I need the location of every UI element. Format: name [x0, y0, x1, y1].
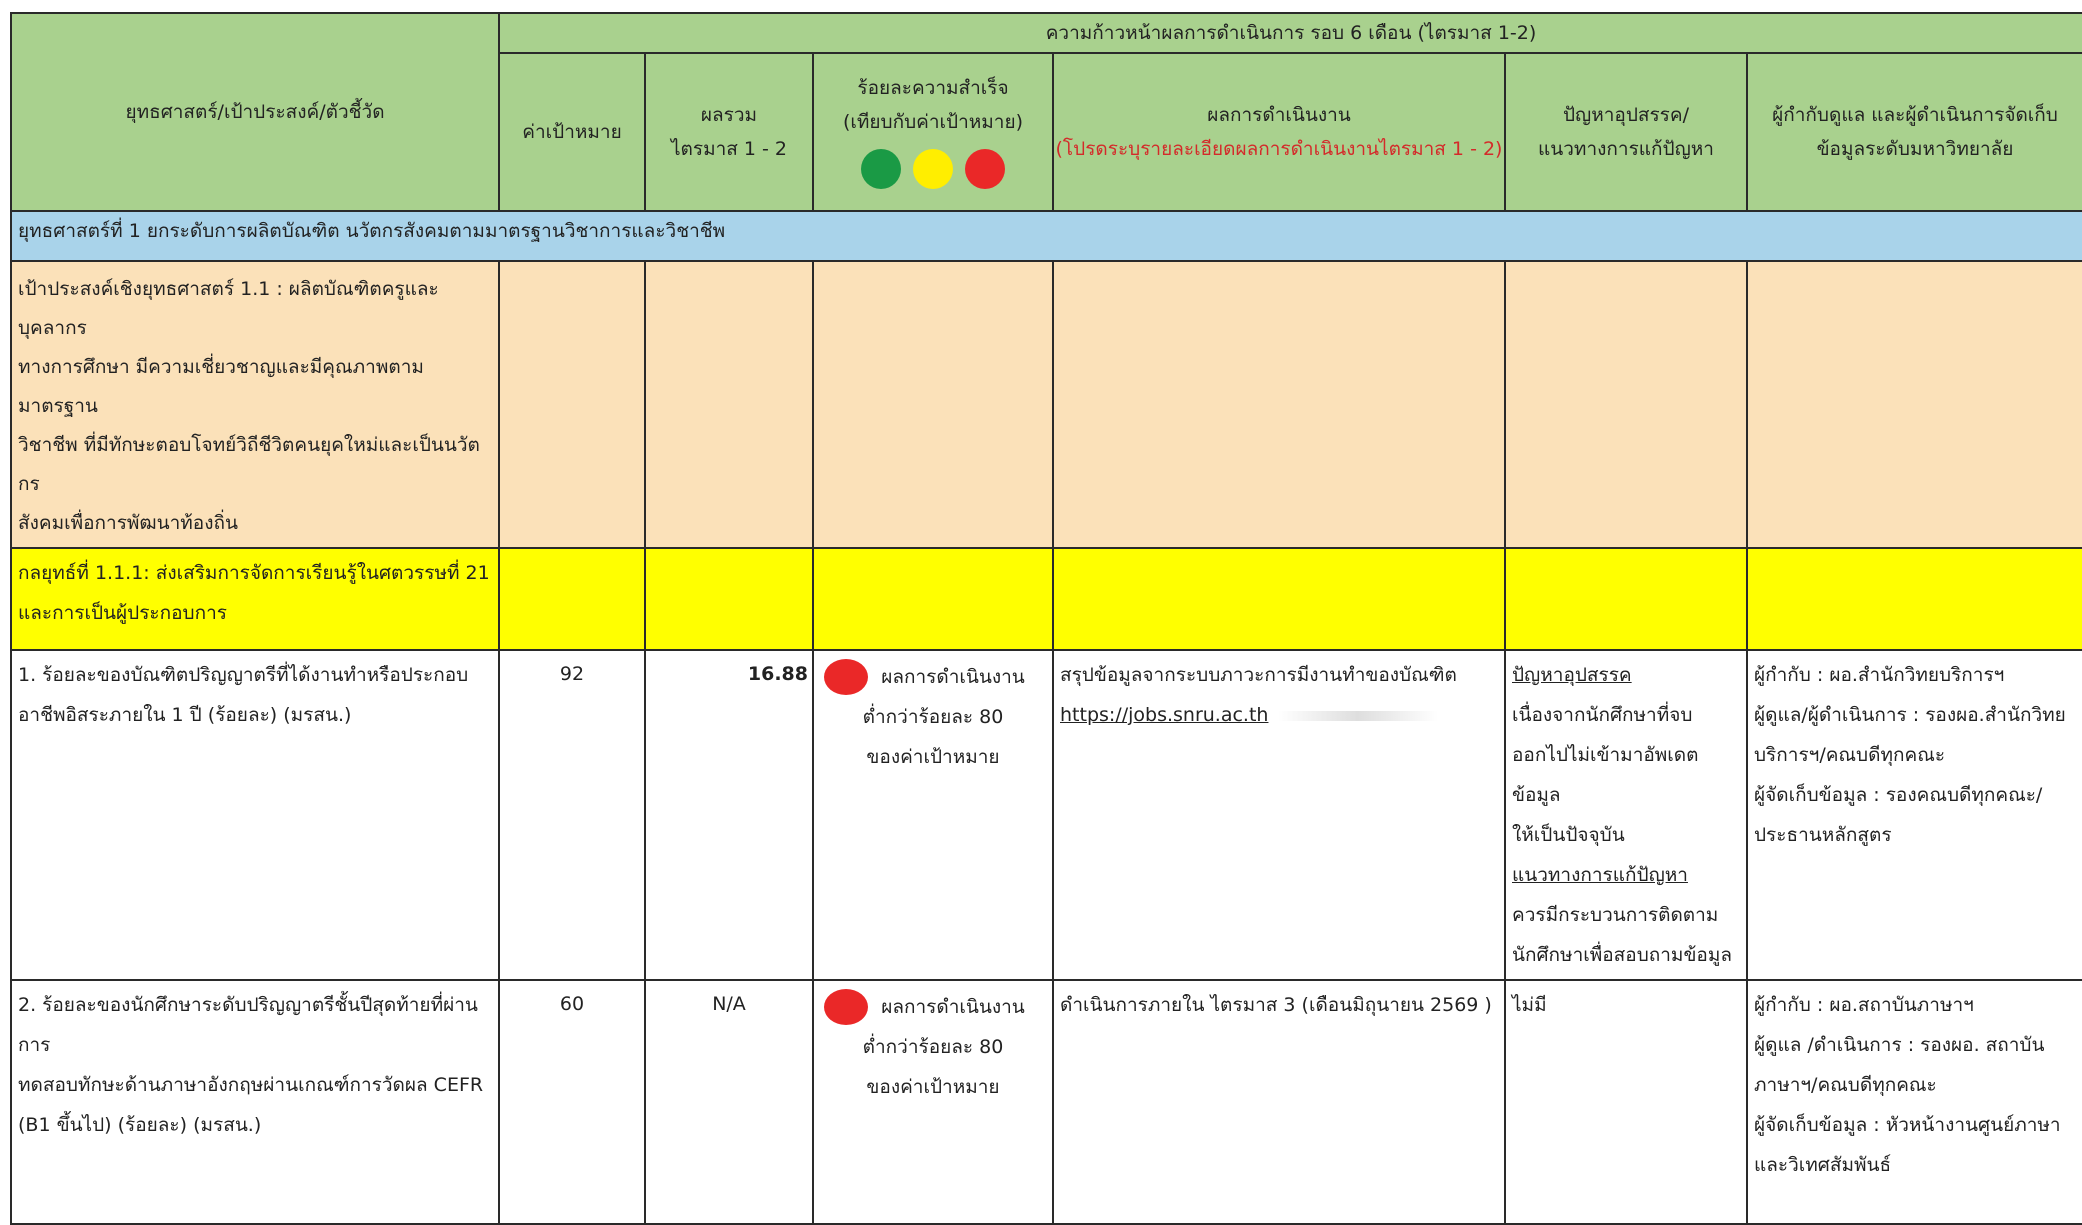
yellow-status-dot	[913, 149, 953, 189]
goal-empty-cell	[1505, 261, 1747, 548]
tactic-line-2: และการเป็นผู้ประกอบการ	[18, 602, 227, 624]
strategy-cell	[11, 211, 2082, 261]
result-text: สรุปข้อมูลจากระบบภาวะการมีงานทำของบัณฑิต	[1060, 664, 1457, 686]
tactic-empty-cell	[1505, 548, 1747, 650]
header-success-column	[813, 53, 1053, 211]
red-status-dot	[824, 989, 868, 1025]
red-status-dot	[824, 659, 868, 695]
header-total-label-2: ไตรมาส 1 - 2	[670, 138, 788, 160]
header-owner-label-2: ข้อมูลระดับมหาวิทยาลัย	[1816, 138, 2014, 160]
tactic-row	[11, 548, 2082, 650]
goal-line-3: วิชาชีพ ที่มีทักษะตอบโจทย์วิถีชีวิตคนยุคใหม่และเป็นนวัตกร	[18, 434, 480, 495]
problem-text: ไม่มี	[1512, 994, 1547, 1016]
progress-report-table	[10, 12, 2082, 1225]
goal-row	[11, 261, 2082, 548]
tactic-empty-cell	[1053, 548, 1505, 650]
goal-line-4: สังคมเพื่อการพัฒนาท้องถิ่น	[18, 512, 238, 534]
tactic-line-1: กลยุทธ์ที่ 1.1.1: ส่งเสริมการจัดการเรียนรู้ในศตวรรษที่ 21	[18, 562, 490, 584]
problem-text: ให้เป็นปัจจุบัน	[1512, 824, 1625, 846]
indicator-total	[645, 650, 813, 980]
owner-text: ประธานหลักสูตร	[1754, 824, 1892, 846]
indicator-target	[499, 650, 645, 980]
indicator-status	[813, 980, 1053, 1224]
goal-line-1: เป้าประสงค์เชิงยุทธศาสตร์ 1.1 : ผลิตบัณฑิตครูและบุคลากร	[18, 278, 439, 339]
owner-text: และวิเทศสัมพันธ์	[1754, 1154, 1892, 1176]
page-top-margin	[0, 0, 2082, 6]
goal-empty-cell	[1747, 261, 2082, 548]
goal-empty-cell	[499, 261, 645, 548]
header-result-label-2: (โปรดระบุรายละเอียดผลการดำเนินงานไตรมาส 1 - 2)	[1055, 138, 1503, 160]
status-text: ของค่าเป้าหมาย	[866, 1076, 1000, 1098]
indicator-total	[645, 980, 813, 1224]
red-status-dot	[965, 149, 1005, 189]
goal-cell	[11, 261, 499, 548]
solution-title: แนวทางการแก้ปัญหา	[1512, 864, 1688, 886]
tactic-empty-cell	[499, 548, 645, 650]
owner-text: ผู้จัดเก็บข้อมูล : หัวหน้างานศูนย์ภาษา	[1754, 1114, 2061, 1136]
header-problem-column	[1505, 53, 1747, 211]
tactic-empty-cell	[645, 548, 813, 650]
status-legend-dots	[814, 149, 1052, 193]
status-text: ผลการดำเนินงาน	[881, 996, 1025, 1018]
indicator-name	[11, 650, 499, 980]
strategy-row	[11, 211, 2082, 261]
owner-text: ผู้ดูแล /ดำเนินการ : รองผอ. สถาบัน	[1754, 1034, 2045, 1056]
owner-text: บริการฯ/คณบดีทุกคณะ	[1754, 744, 1946, 766]
tactic-empty-cell	[1747, 548, 2082, 650]
goal-empty-cell	[1053, 261, 1505, 548]
header-strategy-label: ยุทธศาสตร์/เป้าประสงค์/ตัวชี้วัด	[125, 101, 385, 123]
indicator-problem	[1505, 980, 1747, 1224]
indicator-name-line: ทดสอบทักษะด้านภาษาอังกฤษผ่านเกณฑ์การวัดผล CEFR	[18, 1074, 484, 1096]
green-status-dot	[861, 149, 901, 189]
tactic-empty-cell	[813, 548, 1053, 650]
result-text: ดำเนินการภายใน ไตรมาส 3 (เดือนมิถุนายน 2569 )	[1060, 994, 1492, 1016]
strategy-text: ยุทธศาสตร์ที่ 1 ยกระดับการผลิตบัณฑิต นวัตกรสังคมตามมาตรฐานวิชาการและวิชาชีพ	[18, 220, 726, 242]
header-owner-label-1: ผู้กำกับดูแล และผู้ดำเนินการจัดเก็บ	[1772, 104, 2058, 126]
scan-smudge	[1278, 711, 1438, 721]
owner-text: ผู้จัดเก็บข้อมูล : รองคณบดีทุกคณะ/	[1754, 784, 2043, 806]
header-success-label-2: (เทียบกับค่าเป้าหมาย)	[842, 111, 1024, 133]
header-target-label: ค่าเป้าหมาย	[522, 121, 622, 143]
goal-empty-cell	[813, 261, 1053, 548]
header-total-label-1: ผลรวม	[700, 104, 758, 126]
solution-text: นักศึกษาเพื่อสอบถามข้อมูล	[1512, 944, 1733, 966]
indicator-owner	[1747, 650, 2082, 980]
header-problem-label-1: ปัญหาอุปสรรค/	[1562, 104, 1690, 126]
indicator-row-2	[11, 980, 2082, 1224]
header-success-label-1: ร้อยละความสำเร็จ	[857, 77, 1009, 99]
owner-text: ผู้ดูแล/ผู้ดำเนินการ : รองผอ.สำนักวิทย	[1754, 704, 2066, 726]
goal-line-2: ทางการศึกษา มีความเชี่ยวชาญและมีคุณภาพตามมาตรฐาน	[18, 356, 424, 417]
header-total-column	[645, 53, 813, 211]
indicator-name-line: อาชีพอิสระภายใน 1 ปี (ร้อยละ) (มรสน.)	[18, 704, 352, 726]
problem-text: เนื่องจากนักศึกษาที่จบ	[1512, 704, 1693, 726]
indicator-problem	[1505, 650, 1747, 980]
indicator-name	[11, 980, 499, 1224]
tactic-cell	[11, 548, 499, 650]
status-text: ต่ำกว่าร้อยละ 80	[862, 706, 1004, 728]
result-link[interactable]: https://jobs.snru.ac.th	[1060, 704, 1269, 726]
header-target-column	[499, 53, 645, 211]
header-strategy-column	[11, 13, 499, 211]
indicator-result	[1053, 980, 1505, 1224]
status-text: ของค่าเป้าหมาย	[866, 746, 1000, 768]
target-value: 92	[559, 663, 585, 685]
status-text: ผลการดำเนินงาน	[881, 666, 1025, 688]
header-result-label-1: ผลการดำเนินงาน	[1207, 104, 1351, 126]
indicator-name-line: 2. ร้อยละของนักศึกษาระดับปริญญาตรีชั้นปีสุดท้ายที่ผ่านการ	[18, 994, 478, 1056]
solution-text: ควรมีกระบวนการติดตาม	[1512, 904, 1719, 926]
header-progress-title	[499, 13, 2082, 53]
indicator-name-line: 1. ร้อยละของบัณฑิตปริญญาตรีที่ได้งานทำหรือประกอบ	[18, 664, 469, 686]
goal-empty-cell	[645, 261, 813, 548]
header-owner-column	[1747, 53, 2082, 211]
owner-text: ผู้กำกับ : ผอ.สำนักวิทยบริการฯ	[1754, 664, 2005, 686]
indicator-name-line: (B1 ขึ้นไป) (ร้อยละ) (มรสน.)	[18, 1114, 262, 1136]
indicator-owner	[1747, 980, 2082, 1224]
indicator-row-1	[11, 650, 2082, 980]
owner-text: ภาษาฯ/คณบดีทุกคณะ	[1754, 1074, 1937, 1096]
total-value: 16.88	[747, 663, 808, 685]
header-result-column	[1053, 53, 1505, 211]
indicator-target	[499, 980, 645, 1224]
problem-title: ปัญหาอุปสรรค	[1512, 664, 1632, 686]
status-text: ต่ำกว่าร้อยละ 80	[862, 1036, 1004, 1058]
problem-text: ออกไปไม่เข้ามาอัพเดตข้อมูล	[1512, 744, 1699, 806]
progress-title-text: ความก้าวหน้าผลการดำเนินการ รอบ 6 เดือน (ไตรมาส 1-2)	[1045, 22, 1537, 44]
target-value: 60	[559, 993, 585, 1015]
indicator-result	[1053, 650, 1505, 980]
total-value: N/A	[712, 993, 746, 1015]
owner-text: ผู้กำกับ : ผอ.สถาบันภาษาฯ	[1754, 994, 1974, 1016]
header-problem-label-2: แนวทางการแก้ปัญหา	[1538, 138, 1714, 160]
indicator-status	[813, 650, 1053, 980]
